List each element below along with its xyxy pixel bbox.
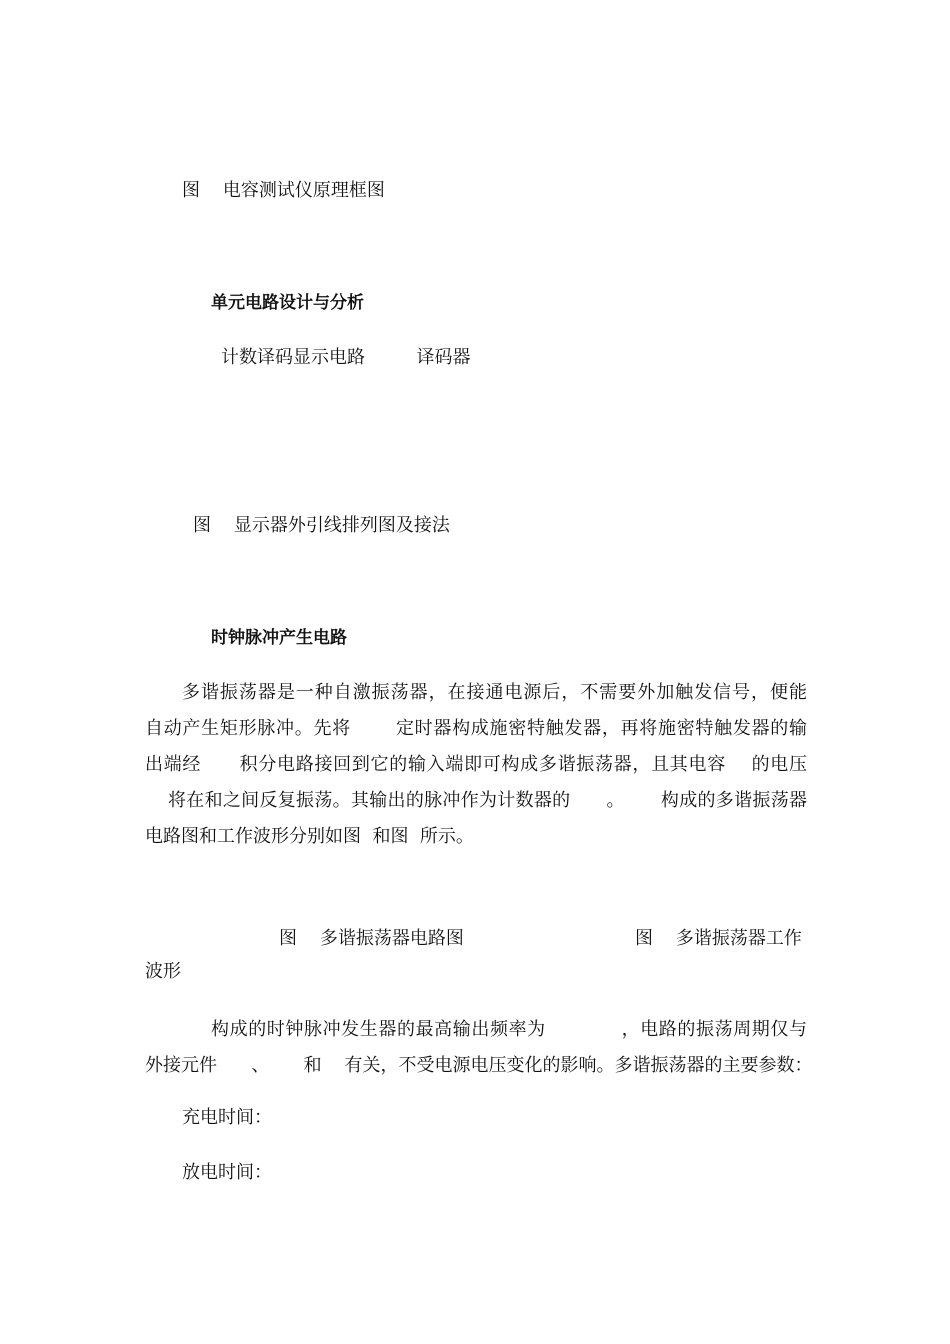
figure-caption-4-continued: 波形: [145, 961, 181, 982]
figure-caption-1: 图 电容测试仪原理框图: [182, 180, 385, 201]
paragraph-multivibrator: [145, 675, 807, 855]
discharge-time-label: 放电时间：: [182, 1162, 272, 1183]
subsection-heading-counter-decoder: 计数译码显示电路 译码器: [221, 347, 471, 368]
section-heading-unit-circuit: 单元电路设计与分析: [211, 293, 364, 313]
paragraph-line: 构成的时钟脉冲发生器的最高输出频率为 ，电路的振荡周期仅与: [211, 1019, 807, 1040]
section-heading-clock-pulse: 时钟脉冲产生电路: [211, 628, 347, 648]
paragraph-line: 多谐振荡器是一种自激振荡器，在接通电源后，不需要外加触发信号，便能: [182, 682, 807, 703]
paragraph-line: 出端经 积分电路接回到它的输入端即可构成多谐振荡器，且其电容 的电压: [145, 754, 807, 775]
paragraph-line: 外接元件 、 和 有关，不受电源电压变化的影响。多谐振荡器的主要参数：: [145, 1055, 813, 1076]
figure-caption-2: 图 显示器外引线排列图及接法: [193, 515, 450, 536]
paragraph-line: 电路图和工作波形分别如图 和图 所示。: [145, 826, 474, 847]
paragraph-line: 将在和之间反复振荡。其输出的脉冲作为计数器的 。 构成的多谐振荡器: [168, 790, 807, 811]
paragraph-line: 自动产生矩形脉冲。先将 定时器构成施密特触发器，再将施密特触发器的输: [145, 718, 807, 739]
figure-caption-3: 图 多谐振荡器电路图: [279, 928, 464, 949]
figure-caption-4: 图 多谐振荡器工作: [635, 928, 802, 949]
charge-time-label: 充电时间：: [182, 1107, 272, 1128]
paragraph-clock-generator: [145, 1012, 813, 1084]
